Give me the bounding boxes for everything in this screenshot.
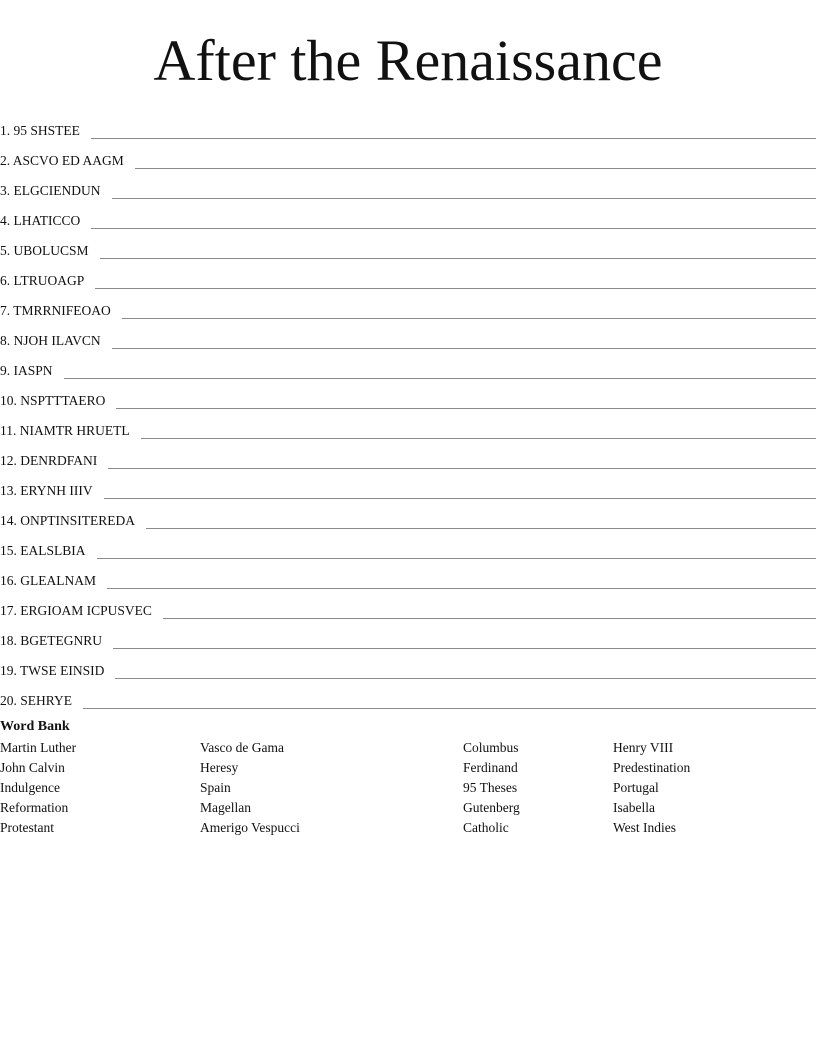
word-bank-column (0, 738, 76, 838)
scramble-word: 7. TMRRNIFEOAO (0, 303, 111, 318)
word-bank-word: Vasco de Gama (200, 740, 284, 755)
scramble-item (0, 290, 816, 320)
answer-line[interactable] (112, 197, 816, 199)
word-bank-word: Magellan (200, 800, 251, 815)
answer-line[interactable] (115, 677, 816, 679)
scramble-word: 3. ELGCIENDUN (0, 183, 101, 198)
answer-line[interactable] (64, 377, 816, 379)
word-bank-word: Isabella (613, 800, 655, 815)
answer-line[interactable] (112, 347, 816, 349)
word-bank-word: Spain (200, 780, 231, 795)
word-bank-word: Reformation (0, 800, 69, 815)
scramble-word: 18. BGETEGNRU (0, 633, 102, 648)
word-bank-heading: Word Bank (0, 719, 70, 734)
scramble-word: 1. 95 SHSTEE (0, 123, 80, 138)
scramble-item (0, 590, 816, 620)
word-bank-column (463, 738, 520, 838)
scramble-word: 20. SEHRYE (0, 693, 73, 708)
answer-line[interactable] (113, 647, 816, 649)
word-bank-word: Heresy (200, 760, 239, 775)
answer-line[interactable] (107, 587, 816, 589)
scramble-item (0, 350, 816, 380)
answer-line[interactable] (104, 497, 816, 499)
word-bank-word: Protestant (0, 820, 54, 835)
scramble-word: 11. NIAMTR HRUETL (0, 423, 130, 438)
answer-line[interactable] (91, 227, 816, 229)
scramble-item (0, 140, 816, 170)
word-bank-word: Predestination (613, 760, 691, 775)
scramble-item (0, 470, 816, 500)
scramble-list (0, 110, 816, 710)
word-bank-column (613, 738, 690, 838)
scramble-word: 5. UBOLUCSM (0, 243, 89, 258)
word-bank-word: Portugal (613, 780, 659, 795)
answer-line[interactable] (146, 527, 816, 529)
scramble-item (0, 560, 816, 590)
word-bank-word: John Calvin (0, 760, 65, 775)
word-bank-word: Gutenberg (463, 800, 520, 815)
scramble-item (0, 410, 816, 440)
scramble-word: 15. EALSLBIA (0, 543, 86, 558)
scramble-word: 14. ONPTINSITEREDA (0, 513, 135, 528)
answer-line[interactable] (91, 137, 816, 139)
word-bank-column (200, 738, 300, 838)
scramble-word: 8. NJOH ILAVCN (0, 333, 101, 348)
answer-line[interactable] (83, 707, 816, 709)
scramble-item (0, 110, 816, 140)
scramble-word: 16. GLEALNAM (0, 573, 96, 588)
scramble-word: 19. TWSE EINSID (0, 663, 105, 678)
answer-line[interactable] (95, 287, 816, 289)
answer-line[interactable] (116, 407, 816, 409)
word-bank-word: Martin Luther (0, 740, 77, 755)
answer-line[interactable] (97, 557, 816, 559)
scramble-item (0, 530, 816, 560)
scramble-item (0, 680, 816, 710)
answer-line[interactable] (163, 617, 816, 619)
word-bank-grid (0, 738, 816, 848)
answer-line[interactable] (100, 257, 816, 259)
answer-line[interactable] (135, 167, 816, 169)
word-bank-word: 95 Theses (463, 780, 518, 795)
word-bank-word: Columbus (463, 740, 519, 755)
word-bank-word: Henry VIII (613, 740, 674, 755)
word-bank-word: Indulgence (0, 780, 60, 795)
scramble-word: 17. ERGIOAM ICPUSVEC (0, 603, 152, 618)
page-title: After the Renaissance (153, 28, 663, 93)
scramble-word: 10. NSPTTTAERO (0, 393, 106, 408)
word-bank-word: Amerigo Vespucci (200, 820, 300, 835)
scramble-word: 13. ERYNH IIIV (0, 483, 93, 498)
scramble-item (0, 170, 816, 200)
word-bank (0, 718, 816, 848)
scramble-item (0, 440, 816, 470)
scramble-item (0, 500, 816, 530)
scramble-word: 6. LTRUOAGP (0, 273, 85, 288)
scramble-word: 4. LHATICCO (0, 213, 81, 228)
scramble-word: 2. ASCVO ED AAGM (0, 153, 124, 168)
scramble-item (0, 200, 816, 230)
answer-line[interactable] (141, 437, 816, 439)
scramble-item (0, 380, 816, 410)
word-bank-word: Catholic (463, 820, 509, 835)
answer-line[interactable] (122, 317, 816, 319)
scramble-item (0, 230, 816, 260)
answer-line[interactable] (108, 467, 816, 469)
scramble-item (0, 620, 816, 650)
scramble-word: 9. IASPN (0, 363, 53, 378)
scramble-item (0, 650, 816, 680)
word-bank-word: West Indies (613, 820, 677, 835)
word-bank-word: Ferdinand (463, 760, 518, 775)
scramble-word: 12. DENRDFANI (0, 453, 98, 468)
scramble-item (0, 260, 816, 290)
scramble-item (0, 320, 816, 350)
